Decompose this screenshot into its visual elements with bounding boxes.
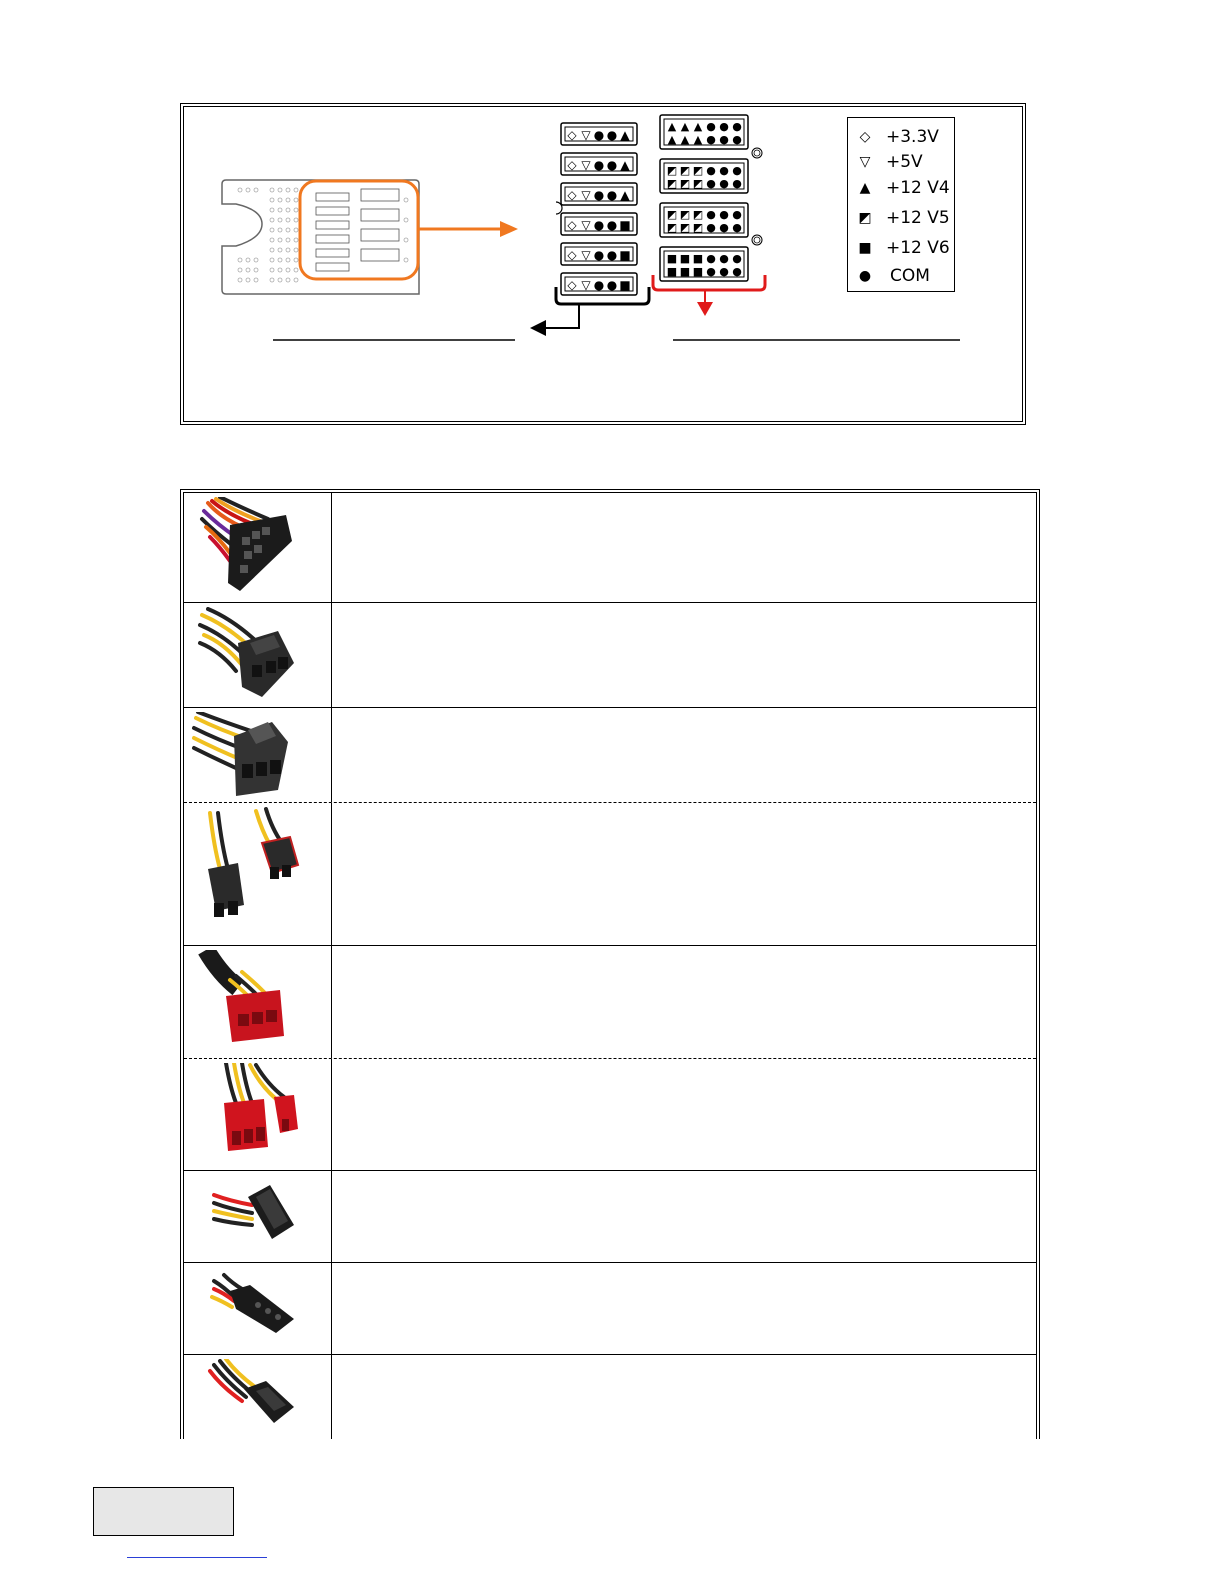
- table-row: [184, 803, 1036, 946]
- svg-text:●: ●: [719, 177, 729, 190]
- legend-row-12v5: [848, 207, 956, 231]
- table-row: [184, 1263, 1036, 1355]
- table-row: [184, 946, 1036, 1059]
- table-row: [184, 1059, 1036, 1171]
- legend-label: +12 V4: [886, 178, 950, 198]
- page-number-box: [93, 1487, 234, 1536]
- legend-row-com: [848, 265, 956, 289]
- sata-connector-icon: [190, 1175, 326, 1261]
- legend-label: +3.3V: [886, 127, 939, 147]
- cable-photo-cell: [184, 603, 332, 707]
- psu-rear-panel: [222, 180, 419, 294]
- atx-24pin-connector-icon: [190, 497, 326, 601]
- svg-text:◇: ◇: [567, 158, 577, 172]
- svg-text:■: ■: [619, 278, 631, 292]
- svg-text:▽: ▽: [581, 278, 591, 292]
- floppy-connector-icon: [190, 1359, 326, 1439]
- atx12v-4plus4-connector-icon: [190, 807, 326, 931]
- svg-text:●: ●: [719, 252, 729, 265]
- legend-row-5v: [848, 151, 956, 175]
- svg-text:◩: ◩: [692, 208, 704, 221]
- svg-text:●: ●: [606, 158, 618, 172]
- cable-description: [333, 1355, 1036, 1439]
- cable-photo-cell: [184, 803, 332, 945]
- triangle-up-icon: ▲: [859, 180, 871, 196]
- svg-text:●: ●: [732, 164, 742, 177]
- svg-text:◩: ◩: [692, 177, 704, 190]
- svg-text:◇: ◇: [567, 188, 577, 202]
- svg-text:●: ●: [719, 221, 729, 234]
- circle-icon: ●: [858, 268, 872, 284]
- svg-text:▲: ▲: [620, 188, 630, 202]
- svg-text:◇: ◇: [567, 248, 577, 262]
- black-arrow-icon: [530, 320, 546, 336]
- footer-link[interactable]: [127, 1557, 267, 1558]
- diamond-icon: ◇: [859, 129, 871, 145]
- svg-text:▲: ▲: [680, 133, 690, 146]
- peripheral-socket-column: [561, 123, 637, 295]
- svg-text:●: ●: [719, 208, 729, 221]
- svg-text:●: ●: [706, 177, 716, 190]
- svg-text:●: ●: [593, 188, 605, 202]
- cable-photo-cell: [184, 708, 332, 802]
- legend-label: COM: [890, 266, 930, 286]
- svg-text:▲: ▲: [693, 133, 703, 146]
- table-row: [184, 493, 1036, 603]
- svg-text:▲: ▲: [693, 120, 703, 133]
- svg-text:▽: ▽: [581, 158, 591, 172]
- cable-photo-cell: [184, 946, 332, 1058]
- svg-text:◩: ◩: [666, 177, 678, 190]
- svg-text:◇: ◇: [567, 278, 577, 292]
- svg-text:▲: ▲: [620, 128, 630, 142]
- svg-text:■: ■: [619, 218, 631, 232]
- cable-description: [333, 1059, 1036, 1170]
- svg-text:●: ●: [593, 128, 605, 142]
- svg-text:◩: ◩: [666, 221, 678, 234]
- pcie-6plus2-connector-icon: [190, 1063, 326, 1169]
- svg-text:◇: ◇: [567, 128, 577, 142]
- svg-text:■: ■: [666, 252, 678, 265]
- voltage-legend: [847, 117, 955, 292]
- svg-text:●: ●: [706, 120, 716, 133]
- svg-text:●: ●: [706, 208, 716, 221]
- cable-description: [333, 708, 1036, 802]
- svg-text:◩: ◩: [666, 164, 678, 177]
- svg-text:●: ●: [719, 265, 729, 278]
- svg-text:●: ●: [606, 278, 618, 292]
- svg-text:●: ●: [606, 188, 618, 202]
- molex-connector-icon: [190, 1267, 326, 1353]
- cable-photo-cell: [184, 493, 332, 602]
- svg-text:●: ●: [719, 133, 729, 146]
- svg-text:▽: ▽: [581, 128, 591, 142]
- cable-photo-cell: [184, 1059, 332, 1170]
- legend-row-3v3: [848, 126, 956, 150]
- cable-description: [333, 1263, 1036, 1354]
- cable-description: [333, 803, 1036, 945]
- cable-description: [333, 493, 1036, 602]
- table-row: [184, 708, 1036, 803]
- svg-text:●: ●: [593, 218, 605, 232]
- triangle-down-icon: ▽: [859, 154, 871, 170]
- svg-text:●: ●: [593, 158, 605, 172]
- table-row: [184, 1171, 1036, 1263]
- svg-text:◩: ◩: [679, 177, 691, 190]
- svg-text:◩: ◩: [679, 221, 691, 234]
- cable-photo-cell: [184, 1263, 332, 1354]
- svg-text:●: ●: [593, 278, 605, 292]
- svg-text:●: ●: [706, 221, 716, 234]
- svg-text:▽: ▽: [581, 188, 591, 202]
- svg-text:◩: ◩: [679, 164, 691, 177]
- svg-text:●: ●: [732, 252, 742, 265]
- svg-text:●: ●: [706, 133, 716, 146]
- svg-text:●: ●: [732, 265, 742, 278]
- svg-text:◩: ◩: [692, 221, 704, 234]
- legend-row-12v6: [848, 237, 956, 261]
- svg-text:●: ●: [732, 120, 742, 133]
- svg-text:▽: ▽: [581, 218, 591, 232]
- half-square-icon: ◩: [858, 210, 872, 226]
- cable-description: [333, 603, 1036, 707]
- svg-text:●: ●: [706, 252, 716, 265]
- modular-panel-diagram: [0, 0, 1224, 440]
- table-row: [184, 1355, 1036, 1439]
- legend-label: +5V: [886, 152, 923, 172]
- svg-text:●: ●: [606, 218, 618, 232]
- svg-text:■: ■: [692, 252, 704, 265]
- svg-text:▽: ▽: [581, 248, 591, 262]
- svg-text:◩: ◩: [692, 164, 704, 177]
- svg-text:■: ■: [619, 248, 631, 262]
- legend-row-12v4: [848, 177, 956, 201]
- svg-text:●: ●: [706, 265, 716, 278]
- svg-text:●: ●: [593, 248, 605, 262]
- svg-text:●: ●: [732, 133, 742, 146]
- svg-text:■: ■: [679, 265, 691, 278]
- square-icon: ■: [858, 240, 872, 256]
- pcie-6pin-connector-icon: [190, 950, 326, 1056]
- svg-text:●: ●: [732, 208, 742, 221]
- cable-photo-cell: [184, 1171, 332, 1262]
- svg-text:■: ■: [679, 252, 691, 265]
- cable-description: [333, 1171, 1036, 1262]
- svg-text:●: ●: [606, 128, 618, 142]
- svg-text:●: ●: [732, 221, 742, 234]
- cable-photo-cell: [184, 1355, 332, 1439]
- svg-text:■: ■: [666, 265, 678, 278]
- svg-text:●: ●: [719, 164, 729, 177]
- svg-text:▲: ▲: [620, 158, 630, 172]
- svg-text:▲: ▲: [667, 133, 677, 146]
- svg-text:▲: ▲: [680, 120, 690, 133]
- svg-text:●: ●: [719, 120, 729, 133]
- svg-text:●: ●: [732, 177, 742, 190]
- legend-label: +12 V5: [886, 208, 950, 228]
- cable-table: [180, 489, 1040, 1439]
- svg-text:◇: ◇: [567, 218, 577, 232]
- cable-description: [333, 946, 1036, 1058]
- svg-text:●: ●: [706, 164, 716, 177]
- legend-label: +12 V6: [886, 238, 950, 258]
- eps-8pin-connector-icon: [190, 607, 326, 705]
- red-arrow-icon: [697, 302, 713, 316]
- svg-text:■: ■: [692, 265, 704, 278]
- cpu-8pin-connector-icon: [190, 712, 326, 802]
- orange-arrow-icon: [500, 221, 518, 237]
- svg-text:▲: ▲: [667, 120, 677, 133]
- table-row: [184, 603, 1036, 708]
- svg-text:◩: ◩: [666, 208, 678, 221]
- svg-text:◩: ◩: [679, 208, 691, 221]
- svg-text:●: ●: [606, 248, 618, 262]
